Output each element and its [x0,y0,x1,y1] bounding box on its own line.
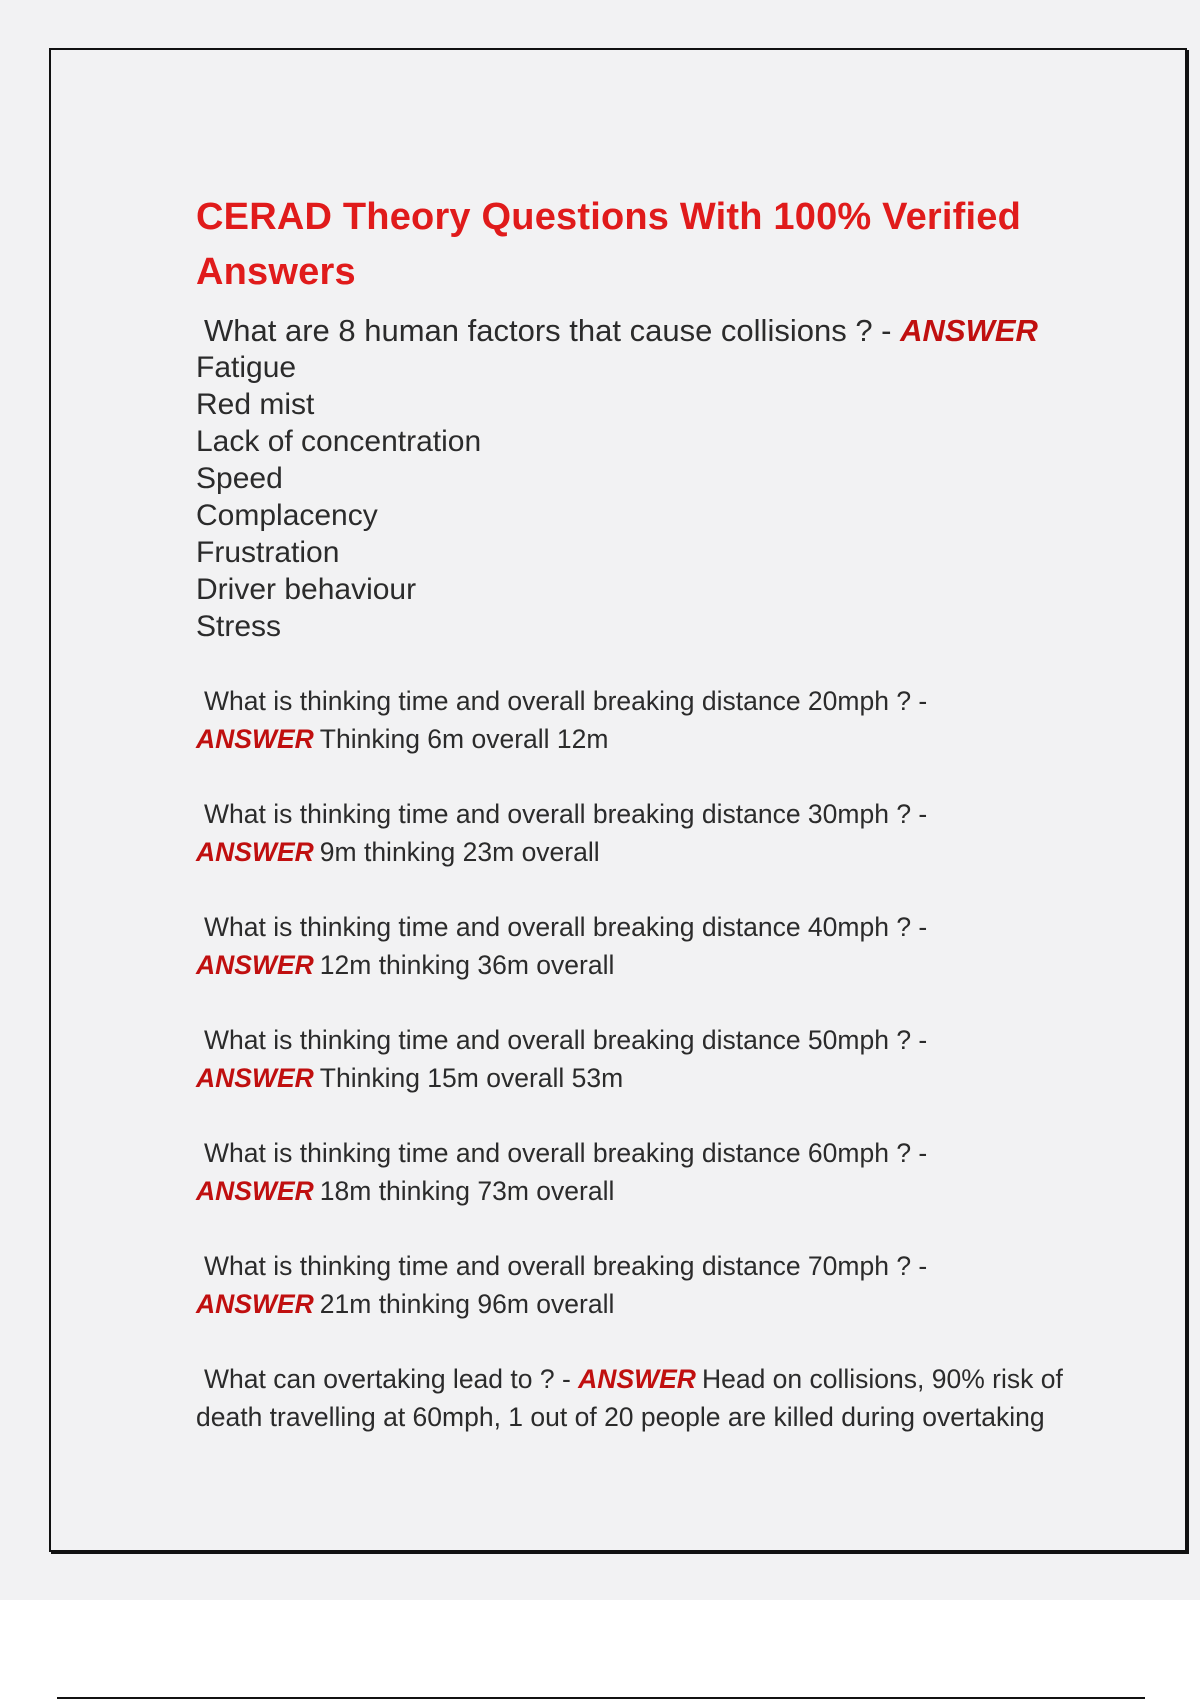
answer-text: 21m thinking 96m overall [319,1289,615,1319]
page-gap [0,1600,1200,1700]
answer-text: Head on collisions, 90% risk of death travelling at 60mph, 1 out of 20 people are killed during overtaking [196,1364,1063,1432]
question-text: What is thinking time and overall breaking distance 20mph ? - [204,686,928,716]
answer-label: ANSWER [196,724,314,754]
qa-item-overtaking [196,1360,1096,1436]
list-item: Frustration [196,536,340,569]
list-item: Fatigue [196,351,297,384]
answer-label: ANSWER [196,837,314,867]
list-item: Red mist [196,388,315,421]
list-item: Speed [196,462,283,495]
qa-item-40mph [196,908,1096,984]
list-item: Driver behaviour [196,573,417,606]
qa-item-50mph [196,1021,1096,1097]
answer-text: 9m thinking 23m overall [319,837,600,867]
list-item: Complacency [196,499,378,532]
answer-text: Thinking 15m overall 53m [319,1063,624,1093]
answer-text: 12m thinking 36m overall [319,950,615,980]
answer-text: Thinking 6m overall 12m [319,724,609,754]
answer-label: ANSWER [196,1176,314,1206]
qa-item-20mph [196,682,1096,758]
answer-label: ANSWER [196,950,314,980]
qa-item-30mph [196,795,1096,871]
answer-label: ANSWER [900,313,1038,348]
answer-label: ANSWER [578,1364,696,1394]
list-item: Stress [196,610,282,643]
document-content [196,190,1096,1436]
question-text: What are 8 human factors that cause collisions ? - [204,313,892,348]
answer-text: 18m thinking 73m overall [319,1176,615,1206]
document-title: CERAD Theory Questions With 100% Verified Answers [196,196,1022,293]
question-text: What can overtaking lead to ? - [204,1364,571,1394]
answer-label: ANSWER [196,1063,314,1093]
qa-item-70mph [196,1247,1096,1323]
question-text: What is thinking time and overall breaking distance 70mph ? - [204,1251,928,1281]
answer-label: ANSWER [196,1289,314,1319]
answer-list [196,349,1096,645]
question-text: What is thinking time and overall breaking distance 40mph ? - [204,912,928,942]
qa-item-60mph [196,1134,1096,1210]
question-text: What is thinking time and overall breaking distance 30mph ? - [204,799,928,829]
next-page-divider [57,1697,1145,1699]
qa-item-human-factors [196,312,1096,645]
question-text: What is thinking time and overall breaking distance 50mph ? - [204,1025,928,1055]
list-item: Lack of concentration [196,425,482,458]
question-text: What is thinking time and overall breaking distance 60mph ? - [204,1138,928,1168]
document-page [49,48,1187,1552]
